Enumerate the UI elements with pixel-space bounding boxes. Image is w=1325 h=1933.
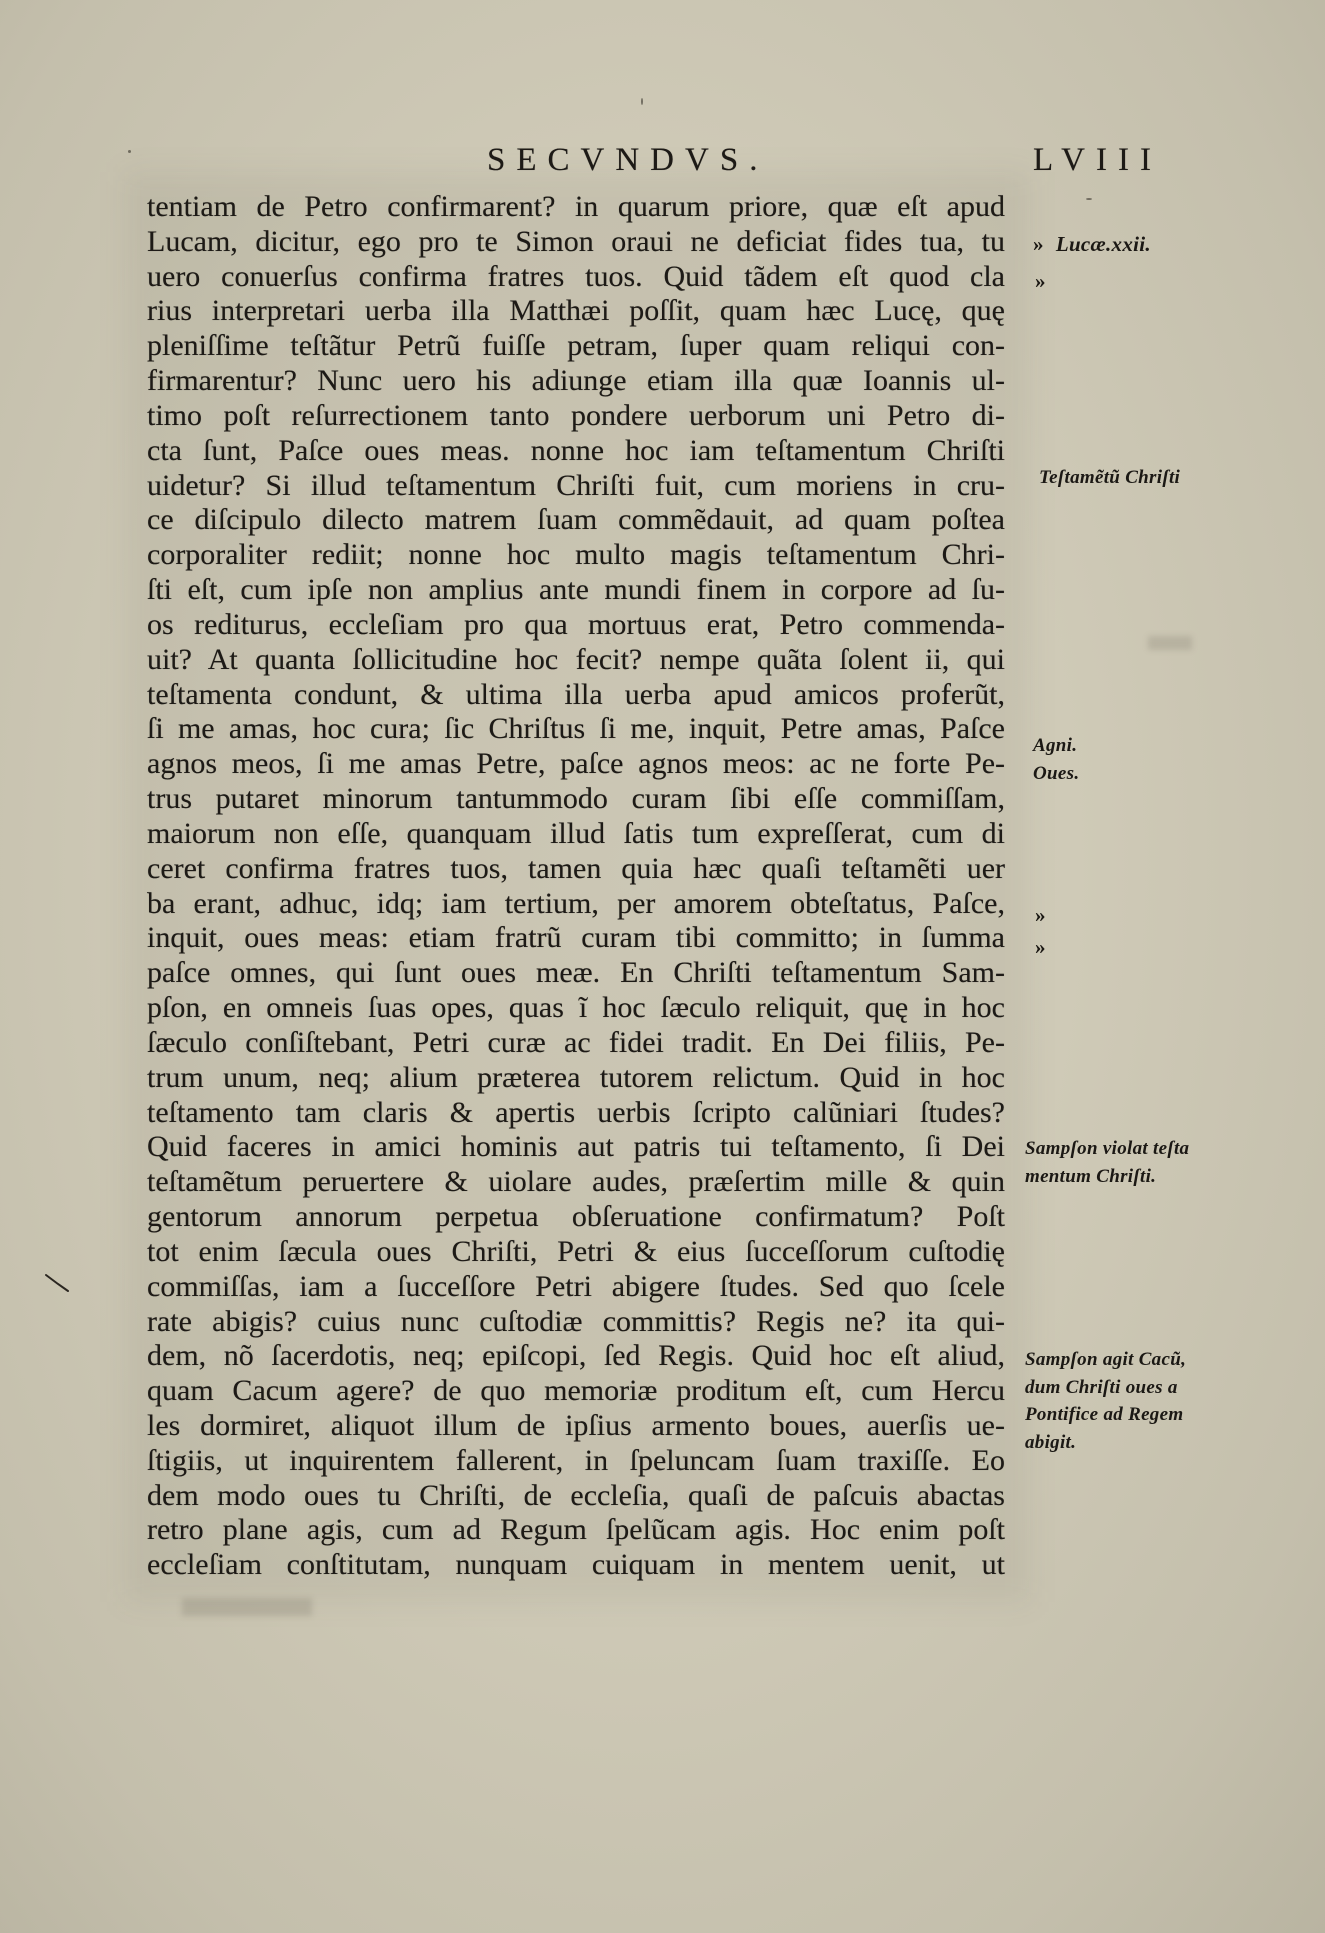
- text-line: tentiam de Petro confirmarent? in quarum priore, quæ eſt apud: [147, 190, 1005, 223]
- text-line: ſti eſt, cum ipſe non amplius ante mundi finem in corpore ad ſu-: [147, 573, 1005, 607]
- text-line: uero conuerſus confirma fratres tuos. Quid tãdem eſt quod cla: [147, 259, 1005, 293]
- text-line: dem modo oues tu Chriſti, de eccleſia, quaſi de paſcuis abactas: [147, 1478, 1005, 1512]
- text-line: corporaliter rediit; nonne hoc multo magis teſtamentum Chri-: [147, 538, 1005, 572]
- text-line: rius interpretari uerba illa Matthæi poſſit, quam hæc Lucę, quę: [147, 294, 1005, 328]
- text-line: teſtamẽtum peruertere & uiolare audes, præſertim mille & quin: [147, 1165, 1005, 1199]
- text-line: paſce omnes, qui ſunt oues meæ. En Chriſti teſtamentum Sam-: [147, 956, 1005, 990]
- marginal-note-line: dum Chriſti oues a: [1025, 1376, 1178, 1398]
- ink-speck: [128, 150, 131, 153]
- text-line: teſtamenta condunt, & ultima illa uerba apud amicos proferũt,: [147, 677, 1005, 711]
- text-line: ce diſcipulo dilecto matrem ſuam commẽdauit, ad quam poſtea: [147, 503, 1005, 537]
- marginal-note-line: Sampſon agit Cacũ,: [1025, 1349, 1187, 1370]
- text-line: uidetur? Si illud teſtamentum Chriſti fuit, cum moriens in cru-: [147, 468, 1005, 502]
- quotation-mark: »: [1035, 903, 1046, 927]
- text-line: gentorum annorum perpetua obſeruatione confirmatum? Poſt: [147, 1200, 1005, 1234]
- marginal-note-sampson-violat: [1025, 1135, 1189, 1191]
- text-line: inquit, oues meas: etiam fratrũ curam tibi committo; in ſumma: [147, 921, 1005, 955]
- show-through-mark: [182, 1598, 312, 1616]
- ink-speck: [641, 98, 643, 105]
- quotation-mark: »: [1035, 935, 1046, 959]
- text-line: les dormiret, aliquot illum de ipſius armento boues, auerſis ue-: [147, 1408, 1005, 1442]
- text-line: cta ſunt, Paſce oues meas. nonne hoc iam teſtamentum Chriſti: [147, 433, 1005, 467]
- folio-number: LVIII: [1033, 142, 1162, 178]
- text-line: ſtigiis, ut inquirentem fallerent, in ſpeluncam ſuam traxiſſe. Eo: [147, 1443, 1005, 1477]
- text-line: maiorum non eſſe, quanquam illud ſatis tum expreſſerat, cum di: [147, 816, 1005, 850]
- quotation-mark: »: [1033, 232, 1044, 256]
- running-head: SECVNDVS.: [487, 142, 769, 178]
- text-line: ceret confirma fratres tuos, tamen quia hæc quaſi teſtamẽti uer: [147, 851, 1005, 885]
- text-line: pleniſſime teſtãtur Petrũ fuiſſe petram, ſuper quam reliqui con-: [147, 329, 1005, 363]
- text-line: trum unum, neq; alium præterea tutorem relictum. Quid in hoc: [147, 1060, 1005, 1094]
- text-line: firmarentur? Nunc uero his adiunge etiam illa quæ Ioannis ul-: [147, 364, 1005, 398]
- marginal-note-line: Pontifice ad Regem: [1025, 1404, 1184, 1425]
- text-line: timo poſt reſurrectionem tanto pondere uerborum uni Petro di-: [147, 398, 1005, 432]
- marginal-note-agni: Agni.: [1033, 735, 1078, 756]
- show-through-mark: [1148, 636, 1192, 650]
- text-line: teſtamento tam claris & apertis uerbis ſcripto calũniari ſtudes?: [147, 1095, 1005, 1129]
- marginal-note-text: Lucæ.xxii.: [1055, 232, 1151, 256]
- text-line: trus putaret minorum tantummodo curam ſibi eſſe commiſſam,: [147, 782, 1005, 816]
- text-line: retro plane agis, cum ad Regum ſpelũcam agis. Hoc enim poſt: [147, 1513, 1005, 1547]
- text-line: ba erant, adhuc, idq; iam tertium, per amorem obteſtatus, Paſce,: [147, 886, 1005, 920]
- text-line: ſi me amas, hoc cura; ſic Chriſtus ſi me, inquit, Petre amas, Paſce: [147, 712, 1005, 746]
- text-line: Quid faceres in amici hominis aut patris tui teſtamento, ſi Dei: [147, 1130, 1005, 1164]
- text-line: rate abigis? cuius nunc cuſtodiæ committis? Regis ne? ita qui-: [147, 1304, 1005, 1338]
- quotation-mark: »: [1035, 269, 1046, 293]
- text-line: tot enim ſæcula oues Chriſti, Petri & eius ſucceſſorum cuſtodię: [147, 1234, 1005, 1268]
- marginal-note-line: mentum Chriſti.: [1025, 1166, 1157, 1187]
- text-line: pſon, en omneis ſuas opes, quas ĩ hoc ſæculo reliquit, quę in hoc: [147, 991, 1005, 1025]
- marginal-note-testamentum: Teſtamẽtũ Chriſti: [1039, 467, 1181, 488]
- text-line: quam Cacum agere? de quo memoriæ proditum eſt, cum Hercu: [147, 1374, 1005, 1408]
- ink-speck: [1086, 198, 1092, 200]
- text-line: ſæculo conſiſtebant, Petri curæ ac fidei tradit. En Dei filiis, Pe-: [147, 1025, 1005, 1059]
- text-line: Lucam, dicitur, ego pro te Simon oraui ne deficiat fides tua, tu: [147, 224, 1005, 258]
- text-line: commiſſas, iam a ſucceſſore Petri abigere ſtudes. Sed quo ſcele: [147, 1269, 1005, 1303]
- main-text-block: [147, 190, 1005, 1583]
- text-line: dem, nõ ſacerdotis, neq; epiſcopi, ſed Regis. Quid hoc eſt aliud,: [147, 1339, 1005, 1373]
- text-line: uit? At quanta ſollicitudine hoc fecit? nempe quãta ſolent ii, qui: [147, 642, 1005, 676]
- marginal-note-luke-reference: [1033, 230, 1151, 258]
- marginal-note-line: abigit.: [1025, 1431, 1077, 1453]
- marginal-note-line: Sampſon violat teſta: [1025, 1138, 1190, 1159]
- marginal-note-sampson-agit: [1025, 1346, 1186, 1456]
- marginal-note-oues: Oues.: [1033, 763, 1080, 784]
- text-line: agnos meos, ſi me amas Petre, paſce agnos meos: ac ne forte Pe-: [147, 747, 1005, 781]
- text-line: eccleſiam conſtitutam, nunquam cuiquam in mentem uenit, ut: [147, 1548, 1005, 1582]
- margin-scribble: [44, 1272, 74, 1296]
- text-line: os rediturus, eccleſiam pro qua mortuus erat, Petro commenda-: [147, 607, 1005, 641]
